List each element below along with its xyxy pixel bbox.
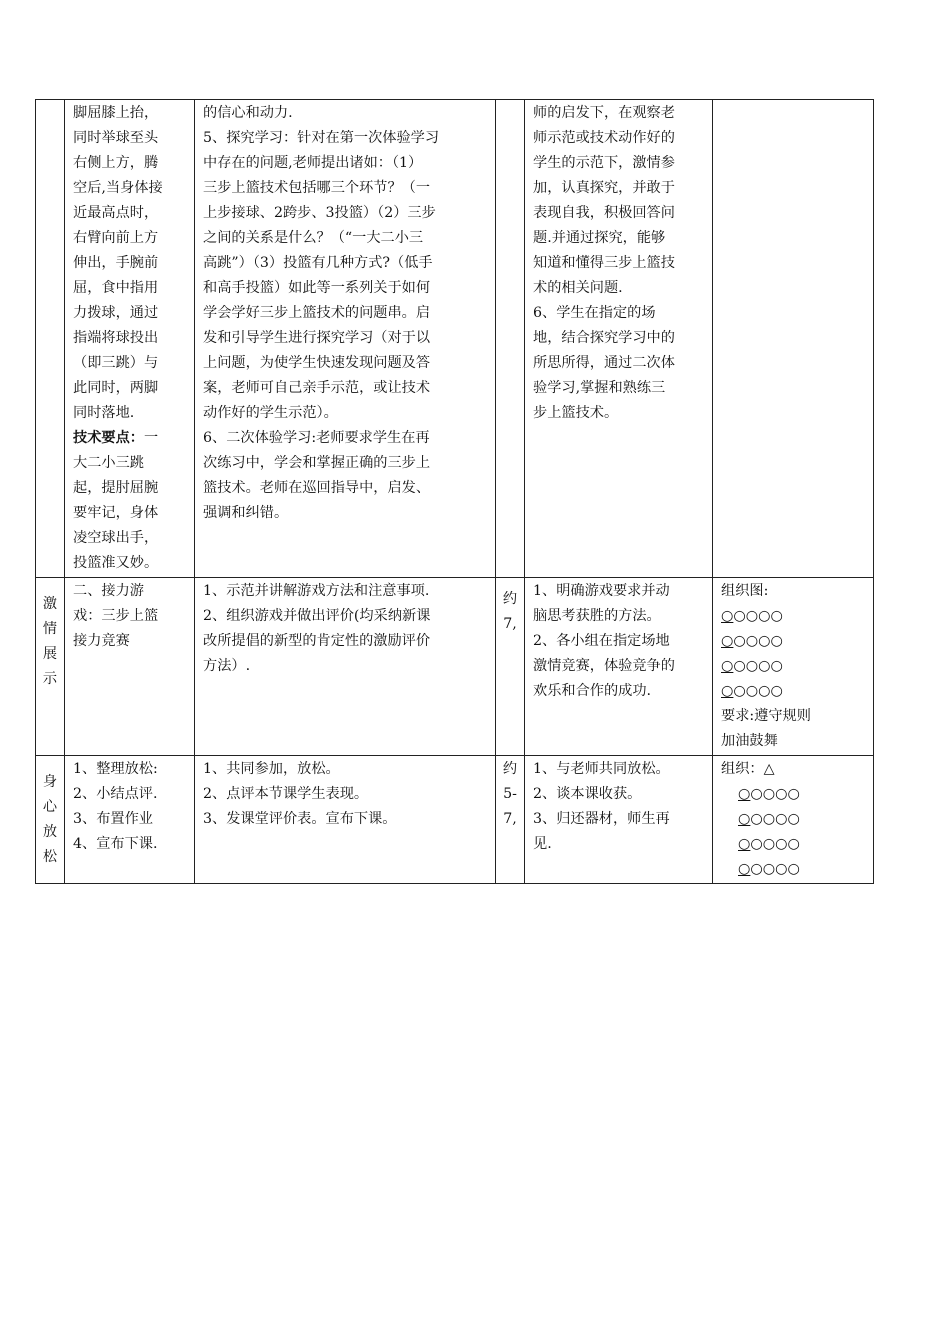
teacher-line: 上问题，为使学生快速发现问题及答 (203, 355, 431, 371)
content-line: 脚屈膝上抬， (73, 105, 159, 121)
content-line: 近最高点时， (73, 205, 159, 221)
student-lines (533, 757, 707, 857)
teacher-line: 学会学好三步上篮技术的问题串。启 (203, 305, 431, 321)
teacher-line: 之间的关系是什么？（“一大二小三 (203, 230, 424, 246)
formation-row: ○○○○○ (721, 633, 783, 649)
teacher-line: 3、发课堂评价表。宣布下课。 (203, 811, 397, 827)
content-line: 1、整理放松: (73, 761, 158, 777)
teacher-lines (203, 101, 490, 526)
content-line: 同时落地. (73, 405, 135, 421)
formation-diagram (721, 604, 868, 704)
student-line: 见. (533, 836, 552, 852)
student-line: 题.并通过探究，能够 (533, 230, 666, 246)
organization-title: 组织：△ (721, 761, 775, 777)
student-lines (533, 579, 707, 704)
student-line: 1、明确游戏要求并动 (533, 583, 670, 599)
teacher-lines (203, 757, 490, 832)
teacher-line: 的信心和动力. (203, 105, 293, 121)
content-line: 3、布置作业 (73, 811, 153, 827)
formation-row: ○○○○○ (738, 786, 800, 802)
key-points-line: 大二小三跳 (73, 455, 144, 471)
content-line: 4、宣布下课. (73, 836, 158, 852)
time-cell (496, 578, 525, 756)
student-line: 师的启发下，在观察老 (533, 105, 675, 121)
content-lines (73, 579, 189, 654)
organization-title: 组织图: (721, 583, 769, 599)
formation-row: ○○○○○ (721, 658, 783, 674)
formation-row: ○○○○○ (738, 861, 800, 877)
student-line: 验学习,掌握和熟练三 (533, 380, 666, 396)
lesson-plan-table (35, 99, 874, 884)
student-activity-cell (525, 756, 713, 884)
content-cell (65, 756, 195, 884)
teacher-line: 改所提倡的新型的肯定性的激励评价 (203, 633, 431, 649)
student-activity-cell (525, 578, 713, 756)
key-points-line: 一 (143, 430, 159, 446)
teacher-line: 发和引导学生进行探究学习（对于以 (203, 330, 431, 346)
content-line: 接力竞赛 (73, 633, 130, 649)
student-line: 2、各小组在指定场地 (533, 633, 670, 649)
section-cell (36, 100, 65, 578)
teacher-activity-cell (195, 578, 496, 756)
student-activity-cell (525, 100, 713, 578)
teacher-line: 强调和纠错。 (203, 505, 289, 521)
teacher-lines (203, 579, 490, 679)
teacher-line: 动作好的学生示范）。 (203, 405, 338, 421)
student-line: 术的相关问题. (533, 280, 623, 296)
key-points-line: 凌空球出手， (73, 530, 159, 546)
content-line: 指端将球投出 (73, 330, 159, 346)
student-line: 加，认真探究，并敢于 (533, 180, 675, 196)
content-line: 2、小结点评. (73, 786, 158, 802)
teacher-line: 2、点评本节课学生表现。 (203, 786, 369, 802)
organization-cell (713, 578, 874, 756)
teacher-line: 篮技术。老师在巡回指导中，启发、 (203, 480, 431, 496)
content-line: 伸出，手腕前 (73, 255, 159, 271)
key-points-line: 起，提肘屈腕 (73, 480, 159, 496)
section-label: 身心放松 (42, 774, 58, 865)
teacher-line: 上步接球、2跨步、3投篮）（2）三步 (203, 205, 436, 221)
student-line: 表现自我，积极回答问 (533, 205, 675, 221)
student-line: 学生的示范下，激情参 (533, 155, 675, 171)
time-label: 约5-7, (502, 761, 518, 827)
section-cell (36, 578, 65, 756)
teacher-line: 三步上篮技术包括哪三个环节？（一 (203, 180, 431, 196)
formation-diagram (721, 782, 868, 882)
content-cell (65, 578, 195, 756)
teacher-line: 中存在的问题,老师提出诸如：（1） (203, 155, 423, 171)
table-row-relaxation (36, 756, 874, 884)
teacher-line: 1、共同参加，放松。 (203, 761, 340, 777)
teacher-line: 次练习中，学会和掌握正确的三步上 (203, 455, 431, 471)
section-label: 激情展示 (42, 596, 58, 687)
teacher-activity-cell (195, 756, 496, 884)
teacher-line: 高跳”）（3）投篮有几种方式?（低手 (203, 255, 433, 271)
student-line: 脑思考获胜的方法。 (533, 608, 661, 624)
student-line: 步上篮技术。 (533, 405, 619, 421)
content-line: 戏：三步上篮 (73, 608, 159, 624)
content-line: 右臂向前上方 (73, 230, 159, 246)
organization-note: 要求:遵守规则 (721, 708, 811, 724)
time-cell (496, 100, 525, 578)
teacher-activity-cell (195, 100, 496, 578)
student-line: 地，结合探究学习中的 (533, 330, 675, 346)
student-line: 1、与老师共同放松。 (533, 761, 670, 777)
teacher-line: 2、组织游戏并做出评价(均采纳新课 (203, 608, 431, 624)
student-line: 3、归还器材，师生再 (533, 811, 670, 827)
key-points-line: 要牢记，身体 (73, 505, 159, 521)
student-line: 6、学生在指定的场 (533, 305, 656, 321)
formation-row: ○○○○○ (738, 811, 800, 827)
organization-cell (713, 100, 874, 578)
content-lines (73, 101, 189, 426)
teacher-line: 6、二次体验学习:老师要求学生在再 (203, 430, 430, 446)
student-line: 师示范或技术动作好的 (533, 130, 675, 146)
student-line: 2、谈本课收获。 (533, 786, 642, 802)
section-cell (36, 756, 65, 884)
student-line: 激情竞赛，体验竞争的 (533, 658, 675, 674)
content-line: 同时举球至头 (73, 130, 159, 146)
formation-row: ○○○○○ (721, 608, 783, 624)
student-line: 欢乐和合作的成功. (533, 683, 652, 699)
content-line: 二、接力游 (73, 583, 144, 599)
content-line: 此同时，两脚 (73, 380, 159, 396)
teacher-line: 1、示范并讲解游戏方法和注意事项. (203, 583, 430, 599)
content-line: 空后,当身体接 (73, 180, 163, 196)
table-row-technique (36, 100, 874, 578)
teacher-line: 5、探究学习：针对在第一次体验学习 (203, 130, 440, 146)
teacher-line: 方法）. (203, 658, 251, 674)
student-line: 所思所得，通过二次体 (533, 355, 675, 371)
content-line: 力拨球，通过 (73, 305, 159, 321)
student-lines (533, 101, 707, 426)
content-line: （即三跳）与 (73, 355, 159, 371)
teacher-line: 案，老师可自己亲手示范，或让技术 (203, 380, 431, 396)
time-label: 约7, (502, 591, 518, 632)
formation-row: ○○○○○ (721, 683, 783, 699)
key-points-line: 投篮准又妙。 (73, 555, 159, 571)
time-cell (496, 756, 525, 884)
teacher-line: 和高手投篮）如此等一系列关于如何 (203, 280, 431, 296)
key-points-label: 技术要点： (73, 430, 144, 446)
formation-row: ○○○○○ (738, 836, 800, 852)
content-line: 屈，食中指用 (73, 280, 159, 296)
organization-cell (713, 756, 874, 884)
organization-note: 加油鼓舞 (721, 733, 778, 749)
table-row-relay-game (36, 578, 874, 756)
student-line: 知道和懂得三步上篮技 (533, 255, 675, 271)
content-line: 右侧上方，腾 (73, 155, 159, 171)
content-cell (65, 100, 195, 578)
content-lines (73, 757, 189, 857)
